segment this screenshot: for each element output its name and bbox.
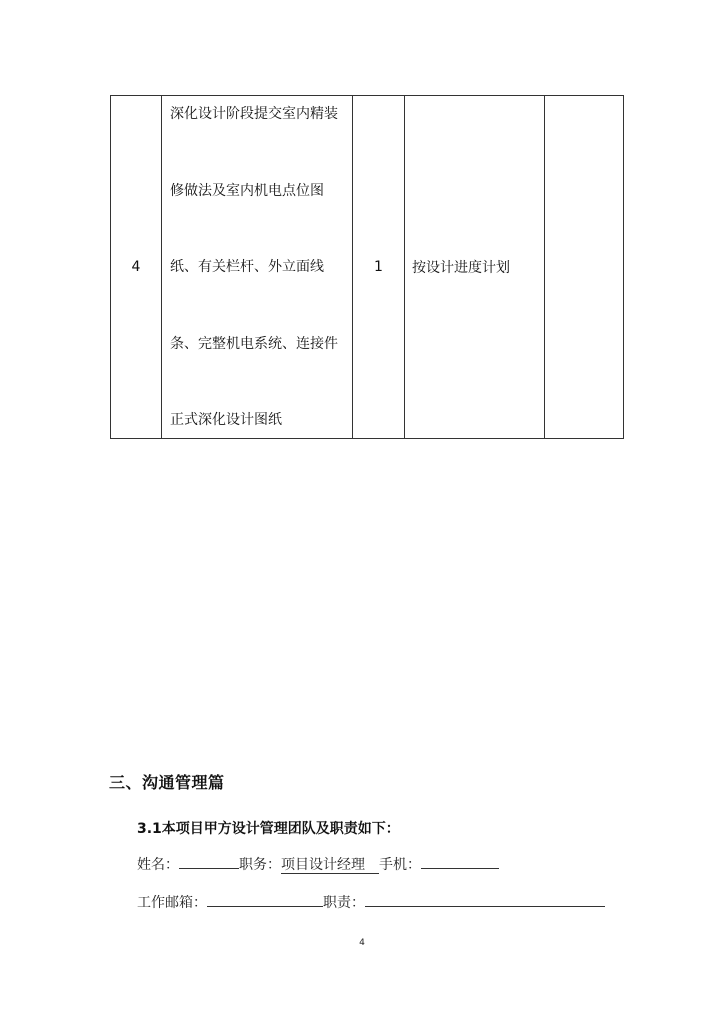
contact-row-2 [137,892,605,912]
row-number-cell [111,96,162,439]
description-line: 深化设计阶段提交室内精装 [170,106,338,122]
description-line: 正式深化设计图纸 [170,412,282,428]
description-cell [162,96,353,439]
contact-row-1 [137,854,499,874]
quantity-value: 1 [374,259,383,275]
deliverables-table [110,95,624,439]
name-label: 姓名： [137,857,179,873]
position-value: 项目设计经理 [281,857,379,874]
phone-label: 手机： [379,857,421,873]
table-row [111,96,624,439]
subsection-title: 3.1本项目甲方设计管理团队及职责如下： [137,821,400,837]
description-line: 修做法及室内机电点位图 [170,182,324,199]
description-line: 条、完整机电系统、连接件 [170,335,338,352]
row-number: 4 [131,259,141,275]
duty-blank [365,892,605,907]
description-text [162,96,352,438]
duty-label: 职责： [323,895,365,911]
phone-blank [421,854,499,869]
section-title: 三、沟通管理篇 [109,773,225,792]
quantity-cell [353,96,405,439]
email-blank [207,892,323,907]
name-blank [179,854,239,869]
page-number: 4 [359,938,365,948]
schedule-value: 按设计进度计划 [412,260,510,276]
description-line: 纸、有关栏杆、外立面线 [170,259,324,275]
remark-cell [545,96,624,439]
email-label: 工作邮箱： [137,895,207,911]
schedule-cell [405,96,545,439]
position-label: 职务： [239,857,281,873]
